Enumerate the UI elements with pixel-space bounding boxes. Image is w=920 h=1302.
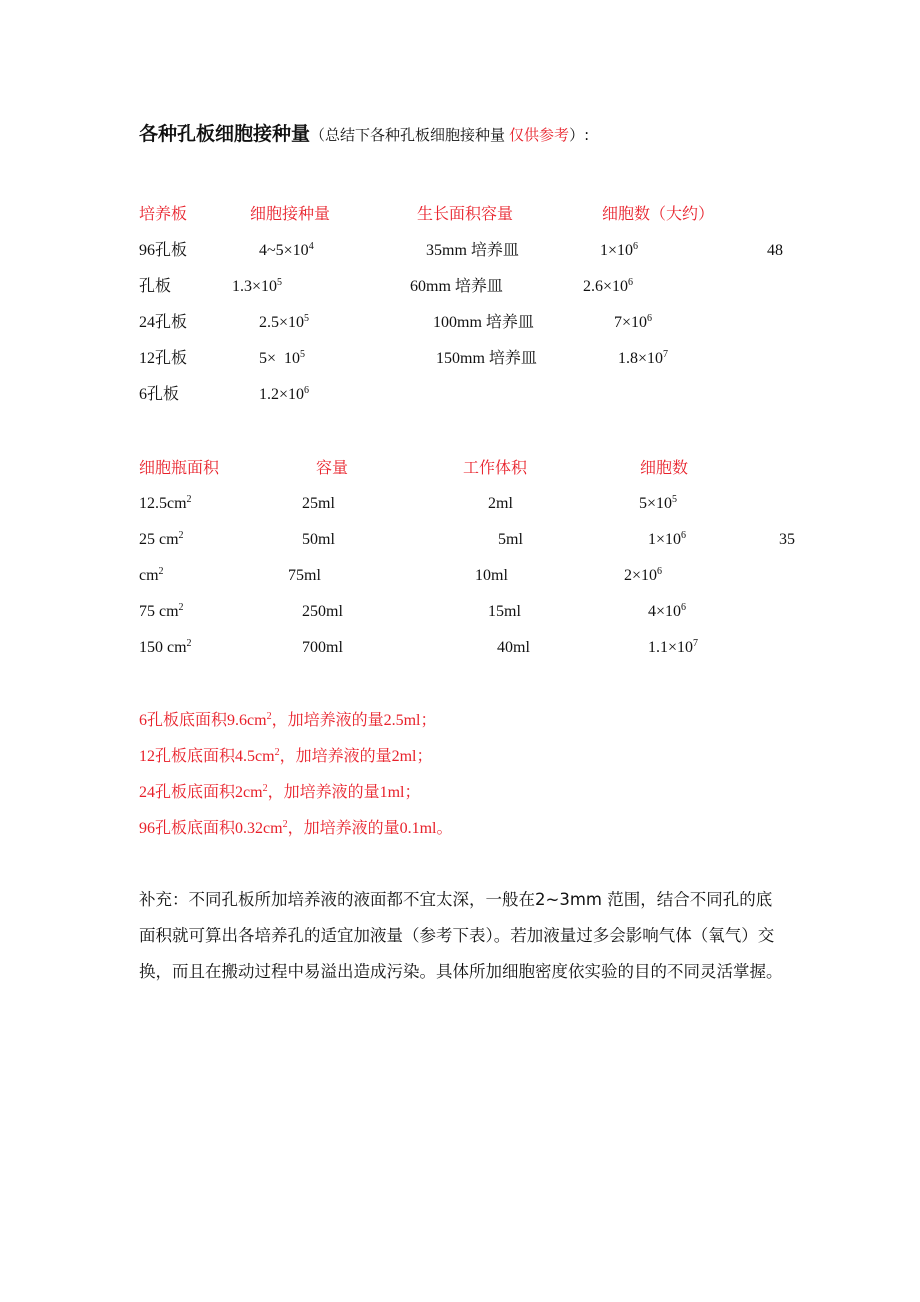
t2-r1-tail: 35	[779, 531, 795, 548]
t1-r3-seeding: $5\times 10^5$	[259, 349, 306, 367]
t1-r2-cells: $7\times 10^6$	[614, 313, 653, 331]
t2-header-cell-count: 细胞数	[640, 458, 689, 477]
t2-header-area: 细胞瓶面积	[139, 458, 220, 477]
t2-r4-volume: 700ml	[302, 639, 343, 656]
t1-r3-dish: 150mm 培养皿	[436, 350, 537, 367]
t2-header-working-volume: 工作体积	[463, 458, 528, 477]
page-title	[139, 124, 589, 146]
supplement-paragraph: 补充：不同孔板所加培养液的液面都不宜太深，一般在2~3mm 范围，结合不同孔的底面积就可算出各培养孔的适宜加液量（参考下表）。若加液量过多会影响气体（氧气）交换，而且在搬动过程中易溢出造成污染。具体所加细胞密度依实验的目的不同灵活掌握。	[139, 890, 783, 981]
t2-r1-volume: 50ml	[302, 531, 335, 548]
t2-r2-cells: $2\times 10^6$	[624, 566, 663, 584]
t2-r4-cells: $1.1\times 10^7$	[648, 638, 699, 656]
t2-r4-working: 40ml	[497, 639, 530, 656]
t1-header-plate: 培养板	[139, 204, 188, 223]
note-24-well: 24孔板底面积$2cm^2$，加培养液的量1ml；	[139, 783, 421, 801]
t2-r3-cells: $4\times 10^6$	[648, 602, 687, 620]
t1-r0-dish: 35mm 培养皿	[426, 242, 519, 259]
t1-r3-plate: 12孔板	[139, 350, 188, 367]
note-6-well: 6孔板底面积$9.6cm^2$，加培养液的量2.5ml；	[139, 711, 437, 729]
t1-r4-plate: 6孔板	[139, 386, 180, 403]
t2-r1-cells: $1\times 10^6$	[648, 530, 687, 548]
t2-r1-working: 5ml	[498, 531, 523, 548]
t2-r3-working: 15ml	[488, 603, 521, 620]
t1-r1-seeding: $1.3\times 10^5$	[232, 277, 283, 295]
t1-r0-tail: 48	[767, 242, 783, 259]
t2-r2-volume: 75ml	[288, 567, 321, 584]
t1-r0-cells: $1\times 10^6$	[600, 241, 639, 259]
title-open: （	[310, 126, 326, 144]
title-close: ）:	[569, 126, 590, 144]
t2-r3-area: 75 $cm^2$	[139, 602, 184, 620]
t2-r0-cells: $5\times 10^5$	[639, 494, 678, 512]
t1-r1-plate: 孔板	[139, 278, 172, 295]
t2-r0-working: 2ml	[488, 495, 513, 512]
t2-r2-working: 10ml	[475, 567, 508, 584]
title-note-red: 仅供参考	[509, 126, 570, 144]
title-main: 各种孔板细胞接种量	[139, 123, 311, 145]
t1-header-cell-count: 细胞数（大约）	[602, 204, 715, 223]
t1-r2-plate: 24孔板	[139, 314, 188, 331]
t1-header-growth-area: 生长面积容量	[417, 204, 514, 223]
t1-r0-seeding: $4\sim 5\times 10^4$	[259, 241, 314, 259]
note-12-well: 12孔板底面积$4.5cm^2$，加培养液的量2ml；	[139, 747, 433, 765]
t2-r3-volume: 250ml	[302, 603, 343, 620]
note-96-well: 96孔板底面积$0.32cm^2$，加培养液的量0.1ml。	[139, 819, 453, 837]
t1-r0-plate: 96孔板	[139, 242, 188, 259]
title-note: 总结下各种孔板细胞接种量	[325, 126, 506, 144]
t2-r4-area: 150 $cm^2$	[139, 638, 192, 656]
t1-r1-cells: $2.6\times 10^6$	[583, 277, 634, 295]
t1-r4-seeding: $1.2\times 10^6$	[259, 385, 310, 403]
t2-header-volume: 容量	[316, 458, 349, 477]
t1-r3-cells: $1.8\times 10^7$	[618, 349, 669, 367]
t1-r2-dish: 100mm 培养皿	[433, 314, 534, 331]
t2-r2-area: $cm^2$	[139, 566, 164, 584]
t2-r0-volume: 25ml	[302, 495, 335, 512]
t2-r1-area: 25 $cm^2$	[139, 530, 184, 548]
t2-r0-area: $12.5cm^2$	[139, 494, 192, 512]
t1-header-seeding: 细胞接种量	[250, 204, 331, 223]
t1-r2-seeding: $2.5\times 10^5$	[259, 313, 310, 331]
t1-r1-dish: 60mm 培养皿	[410, 278, 503, 295]
